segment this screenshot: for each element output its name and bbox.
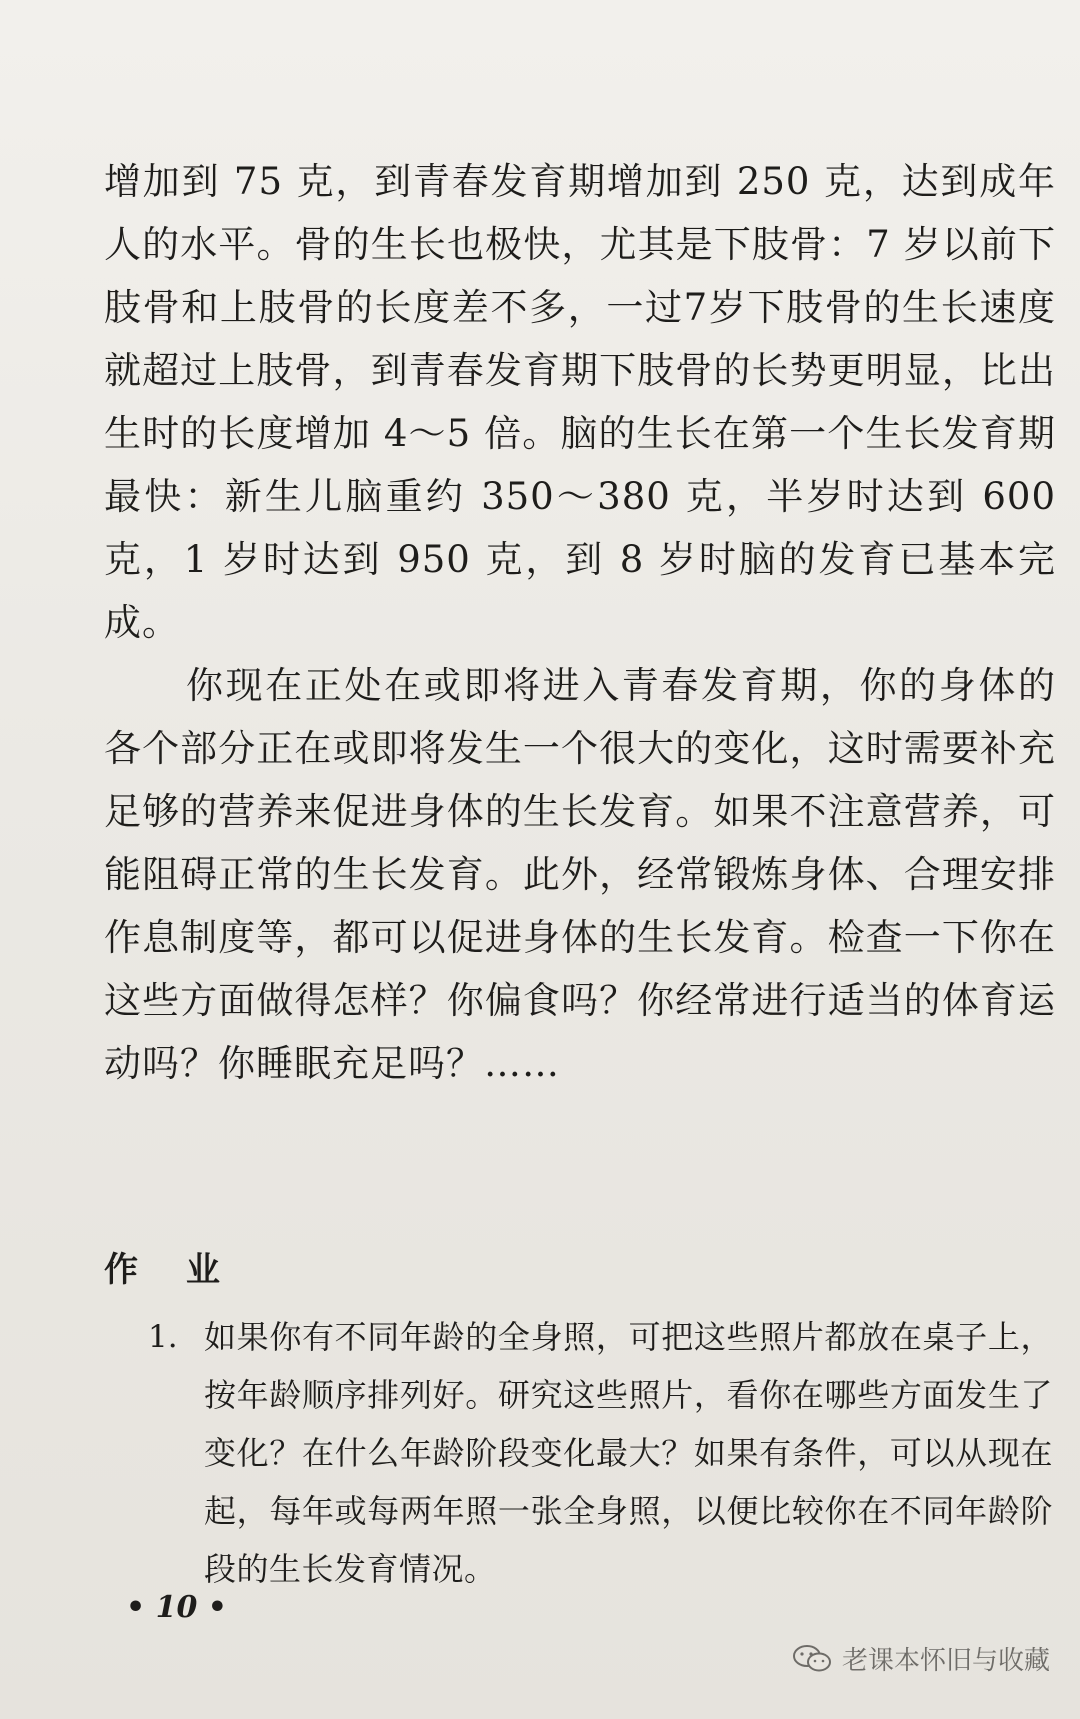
homework-heading: 作 业	[104, 1250, 238, 1290]
page-number: • 10 •	[126, 1590, 227, 1625]
watermark-text: 老课本怀旧与收藏	[841, 1646, 1050, 1676]
wechat-icon	[792, 1644, 832, 1674]
paragraph-growth-facts: 增加到 75 克，到青春发育期增加到 250 克，达到成年人的水平。骨的生长也极快，尤其是下肢骨：7 岁以前下肢骨和上肢骨的长度差不多，一过7岁下肢骨的生长速度就超过上肢骨，到青春发育期下肢骨的长势更明显，比出生时的长度增加 4～5 倍。脑的生长在第一个生长发育期最快：新生儿脑重约 350～380 克，半岁时达到 600 克，1 岁时达到 950 克，到 8 岁时脑的发育已基本完成。	[104, 160, 1056, 644]
body-text	[104, 150, 1056, 1095]
paragraph-puberty-advice: 你现在正处在或即将进入青春发育期，你的身体的各个部分正在或即将发生一个很大的变化，这时需要补充足够的营养来促进身体的生长发育。如果不注意营养，可能阻碍正常的生长发育。此外，经常锻炼身体、合理安排作息制度等，都可以促进身体的生长发育。检查一下你在这些方面做得怎样？你偏食吗？你经常进行适当的体育运动吗？你睡眠充足吗？……	[104, 664, 1056, 1085]
homework-item	[148, 1308, 1053, 1598]
homework-item-text: 如果你有不同年龄的全身照，可把这些照片都放在桌子上，按年龄顺序排列好。研究这些照片，看你在哪些方面发生了变化？在什么年龄阶段变化最大？如果有条件，可以从现在起，每年或每两年照一张全身照，以便比较你在不同年龄阶段的生长发育情况。	[204, 1318, 1053, 1588]
watermark	[792, 1640, 1050, 1677]
homework-item-number: 1.	[148, 1319, 178, 1355]
